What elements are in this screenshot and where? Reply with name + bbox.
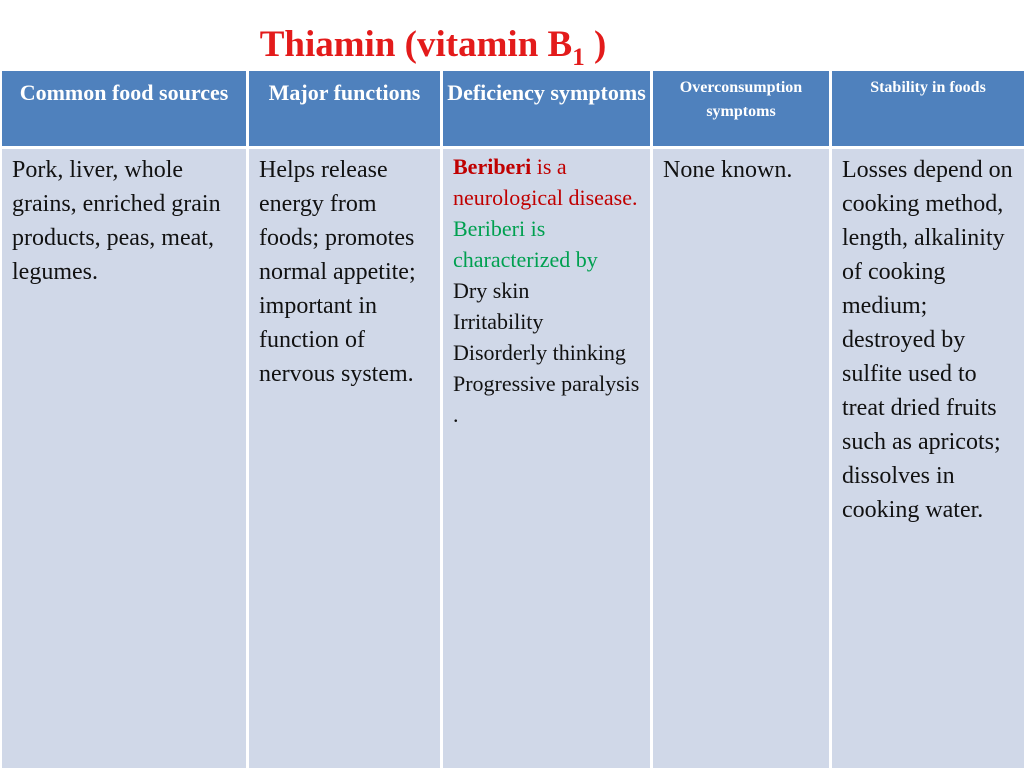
symptom-item: Dry skin — [453, 278, 530, 303]
cell-common-food-sources: Pork, liver, whole grains, enriched grain products, peas, meat, legumes. — [2, 149, 246, 768]
title-close: ) — [584, 24, 607, 65]
characterized-by-text: Beriberi is characterized by — [453, 216, 598, 272]
cell-overconsumption-symptoms: None known. — [653, 149, 829, 768]
symptom-item: Irritability — [453, 309, 544, 334]
symptom-item: Progressive paralysis — [453, 371, 640, 396]
cell-stability-in-foods: Losses depend on cooking method, length, alkalinity of cooking medium; destroyed by sulfite used to treat dried fruits such as apricots; dissolves in cooking water. — [832, 149, 1024, 768]
title-subscript: 1 — [572, 44, 585, 71]
cell-major-functions: Helps release energy from foods; promotes normal appetite; important in function of nervous system. — [249, 149, 440, 768]
header-stability-in-foods: Stability in foods — [832, 71, 1024, 146]
title-main: Thiamin (vitamin B — [259, 24, 573, 65]
header-deficiency-symptoms: Deficiency symptoms — [443, 71, 650, 146]
disease-description: is a neurological disease. — [453, 154, 638, 210]
header-common-food-sources: Common food sources — [2, 71, 246, 146]
symptom-item: . — [453, 402, 459, 427]
symptom-item: Disorderly thinking — [453, 340, 626, 365]
disease-name: Beriberi — [453, 154, 532, 179]
header-overconsumption-symptoms: Overconsumption symptoms — [653, 71, 829, 146]
page-title — [0, 20, 866, 74]
nutrient-table — [2, 71, 1024, 768]
header-major-functions: Major functions — [249, 71, 440, 146]
cell-deficiency-symptoms — [443, 149, 650, 768]
